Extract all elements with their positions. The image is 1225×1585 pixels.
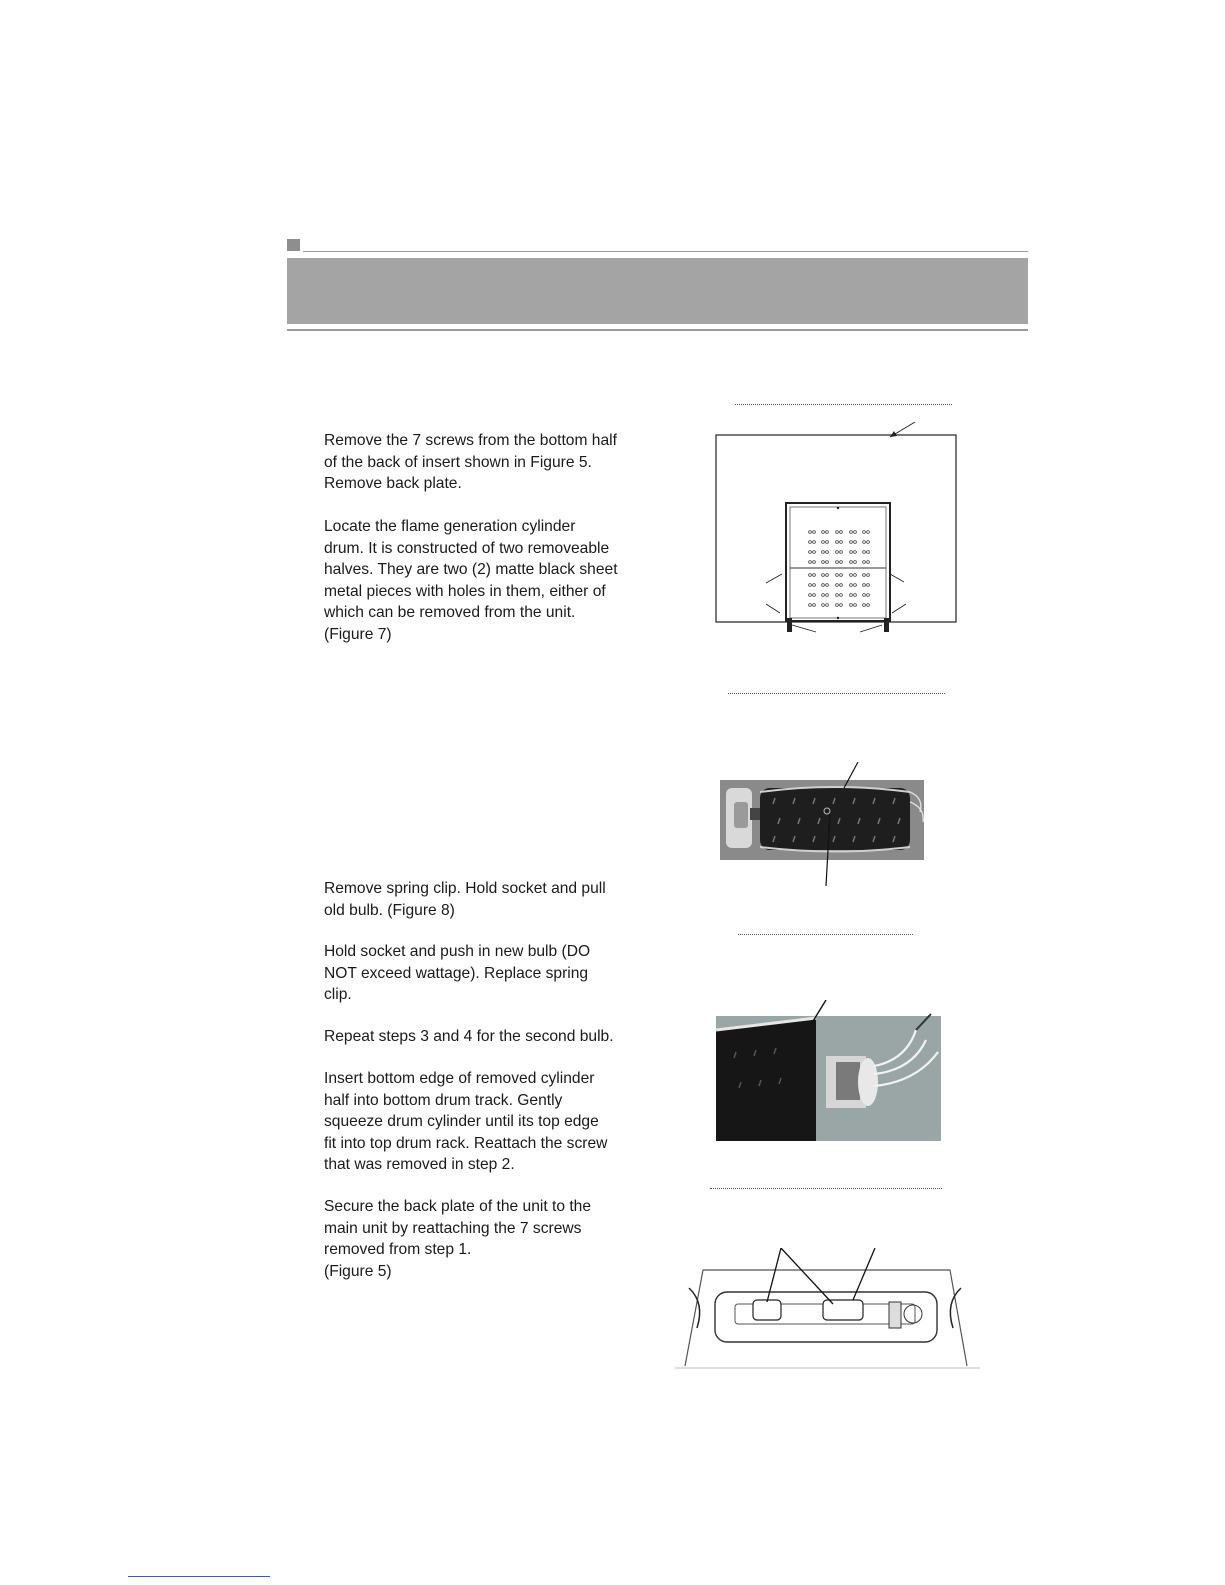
instruction-step-7: Secure the back plate of the unit to the main unit by reattaching the 7 screws removed from step 1. (Figure 5) xyxy=(324,1198,592,1280)
figure-caption-rule xyxy=(738,934,913,935)
figure-caption-rule xyxy=(728,693,945,694)
figure-caption-rule xyxy=(710,1188,942,1189)
cylinder-drum-photo xyxy=(720,762,925,887)
instruction-step-1: Remove the 7 screws from the bottom half of the back of insert shown in Figure 5. Remove back plate. xyxy=(324,432,617,492)
instruction-step-4: Hold socket and push in new bulb (DO NOT exceed wattage). Replace spring clip. xyxy=(324,943,591,1003)
header-marker xyxy=(287,239,300,251)
header-rule-top xyxy=(303,251,1028,252)
bulbs-installed-diagram xyxy=(675,1248,980,1388)
instruction-step-2: Locate the flame generation cylinder drum. It is constructed of two removeable halves. They are two (2) matte black sheet metal pieces with holes in them, either of which can be removed from the unit. (Figure 7) xyxy=(324,518,618,643)
figure-caption-rule xyxy=(735,404,952,405)
header-band xyxy=(287,258,1028,324)
header-rule-bottom xyxy=(287,329,1028,331)
footer-rule xyxy=(128,1576,270,1577)
back-of-insert-diagram xyxy=(710,420,960,640)
instruction-step-5: Repeat steps 3 and 4 for the second bulb. xyxy=(324,1028,614,1045)
instruction-step-3: Remove spring clip. Hold socket and pull old bulb. (Figure 8) xyxy=(324,880,606,919)
bulb-socket-photo xyxy=(716,1000,942,1142)
instruction-step-6: Insert bottom edge of removed cylinder half into bottom drum track. Gently squeeze drum cylinder until its top edge fit into top drum rack. Reattach the screw that was removed in step 2. xyxy=(324,1070,608,1173)
